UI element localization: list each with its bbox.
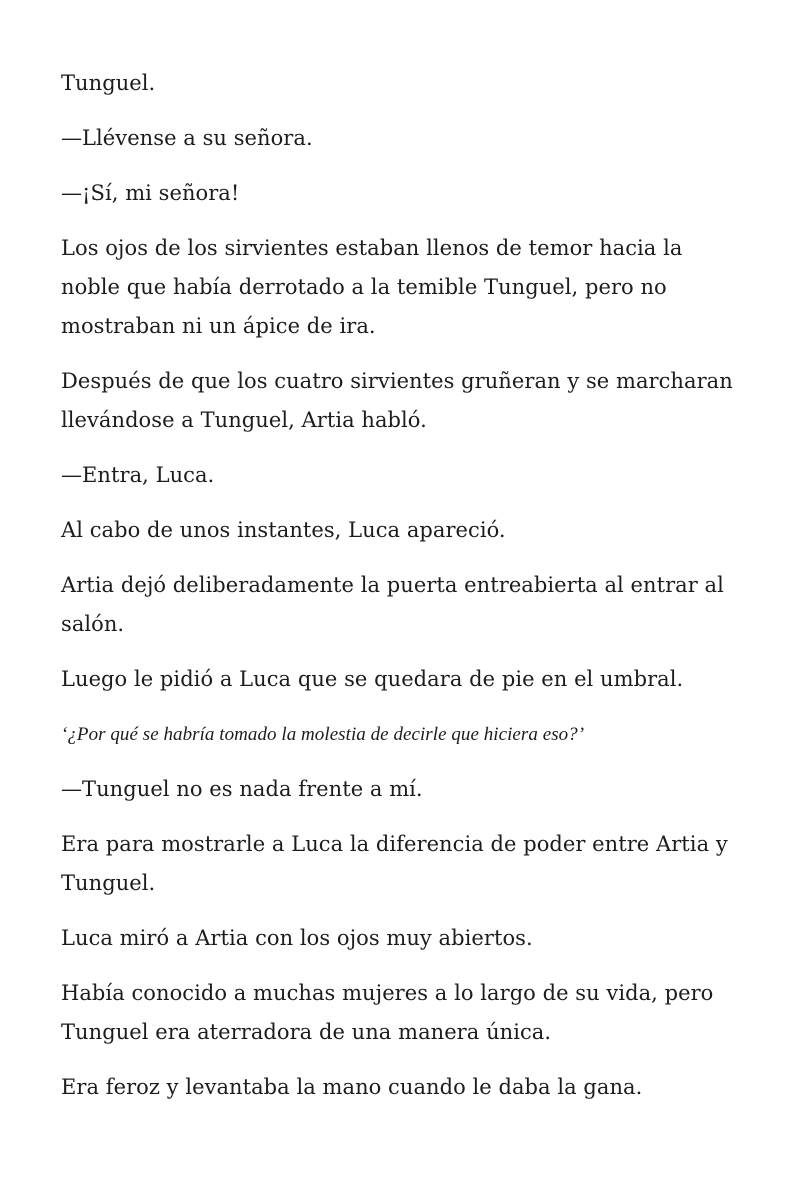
dialogue-line: —¡Sí, mi señora! [61,181,240,205]
paragraph: Era para mostrarle a Luca la diferencia de poder entre Artia y Tunguel. [61,832,728,895]
paragraph: Había conocido a muchas mujeres a lo largo de su vida, pero Tunguel era aterradora de una manera única. [61,981,714,1044]
dialogue-line: —Tunguel no es nada frente a mí. [61,777,423,801]
paragraph: Tunguel. [61,71,156,95]
paragraph: Artia dejó deliberadamente la puerta entreabierta al entrar al salón. [61,573,724,636]
paragraph: Era feroz y levantaba la mano cuando le daba la gana. [61,1075,643,1099]
paragraph: Al cabo de unos instantes, Luca apareció. [61,518,506,542]
inner-thought: ‘¿Por qué se habría tomado la molestia de decirle que hiciera eso?’ [61,724,585,745]
paragraph: Los ojos de los sirvientes estaban llenos de temor hacia la noble que había derrotado a la temible Tunguel, pero no mostraban ni un ápice de ira. [61,236,683,338]
dialogue-line: —Entra, Luca. [61,463,215,487]
paragraph: Luca miró a Artia con los ojos muy abiertos. [61,926,533,950]
paragraph: Después de que los cuatro sirvientes gruñeran y se marcharan llevándose a Tunguel, Artia habló. [61,369,733,432]
paragraph: Luego le pidió a Luca que se quedara de pie en el umbral. [61,667,684,691]
dialogue-line: —Llévense a su señora. [61,126,313,150]
